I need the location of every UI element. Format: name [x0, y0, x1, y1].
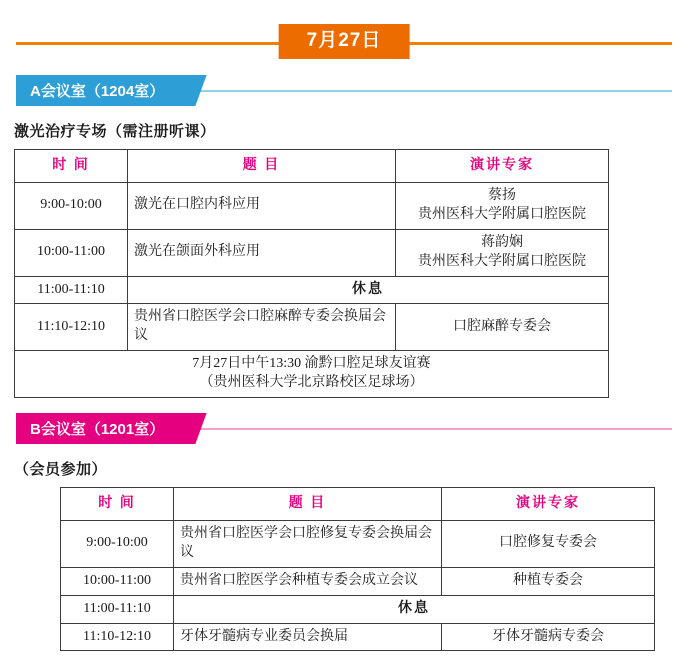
- table-row: [15, 304, 609, 351]
- table-row-break: [61, 595, 655, 623]
- table-header-row: [61, 488, 655, 521]
- cell-time: 9:00-10:00: [15, 183, 128, 230]
- expert-name: 蔡扬: [488, 188, 516, 203]
- table-row: [15, 229, 609, 276]
- column-header-time: 时 间: [15, 150, 128, 183]
- table-row: [61, 623, 655, 651]
- cell-topic: 激光在口腔内科应用: [128, 183, 396, 230]
- expert-name: 蒋韵娴: [481, 234, 523, 250]
- expert-affiliation: 贵州医科大学附属口腔医院: [418, 206, 586, 222]
- date-banner: [0, 12, 688, 74]
- table-row-footer: [15, 351, 609, 398]
- column-header-topic: 题 目: [128, 150, 396, 183]
- section-spacer: [0, 398, 688, 412]
- section-title-room-b: B会议室（1201室）: [16, 413, 190, 444]
- footer-line-2: （贵州医科大学北京路校区足球场）: [199, 375, 424, 391]
- cell-time: 11:10-12:10: [61, 623, 174, 651]
- cell-topic: 贵州省口腔医学会种植专委会成立会议: [174, 567, 442, 595]
- column-header-time: 时 间: [61, 488, 174, 521]
- cell-topic: 牙体牙髓病专业委员会换届: [174, 623, 442, 651]
- section-header-room-a: [16, 74, 688, 106]
- cell-time: 10:00-11:00: [61, 567, 174, 595]
- subtitle-room-a: 激光治疗专场（需注册听课）: [14, 124, 216, 140]
- cell-expert: 口腔修复专委会: [442, 521, 655, 568]
- cell-break: 休息: [128, 276, 609, 304]
- table-row: [61, 567, 655, 595]
- cell-break: 休息: [174, 595, 655, 623]
- cell-expert: 口腔麻醉专委会: [396, 304, 609, 351]
- table-row-break: [15, 276, 609, 304]
- schedule-table-room-b: [60, 487, 655, 651]
- cell-time: 9:00-10:00: [61, 521, 174, 568]
- cell-footer-note: [15, 351, 609, 398]
- cell-topic: 激光在颌面外科应用: [128, 229, 396, 276]
- cell-time: 11:00-11:10: [15, 276, 128, 304]
- section-title-room-a: A会议室（1204室）: [16, 75, 190, 106]
- cell-time: 11:00-11:10: [61, 595, 174, 623]
- cell-time: 11:10-12:10: [15, 304, 128, 351]
- cell-expert: 牙体牙髓病专委会: [442, 623, 655, 651]
- table-row: [15, 183, 609, 230]
- table-row: [61, 521, 655, 568]
- cell-topic: 贵州省口腔医学会口腔麻醉专委会换届会议: [128, 304, 396, 351]
- cell-topic: 贵州省口腔医学会口腔修复专委会换届会议: [174, 521, 442, 568]
- cell-time: 10:00-11:00: [15, 229, 128, 276]
- column-header-topic: 题 目: [174, 488, 442, 521]
- cell-expert: [396, 183, 609, 230]
- table-header-row: [15, 150, 609, 183]
- column-header-expert: 演讲专家: [396, 150, 609, 183]
- section-header-room-b: [16, 412, 688, 444]
- subtitle-room-b: （会员参加）: [14, 462, 108, 479]
- column-header-expert: 演讲专家: [442, 488, 655, 521]
- expert-affiliation: 贵州医科大学附属口腔医院: [418, 253, 586, 269]
- date-badge: 7月27日: [279, 24, 410, 59]
- footer-line-1: 7月27日中午13:30 渝黔口腔足球友谊赛: [192, 356, 431, 372]
- cell-expert: [396, 229, 609, 276]
- cell-expert: 种植专委会: [442, 567, 655, 595]
- schedule-table-room-a: [14, 149, 609, 398]
